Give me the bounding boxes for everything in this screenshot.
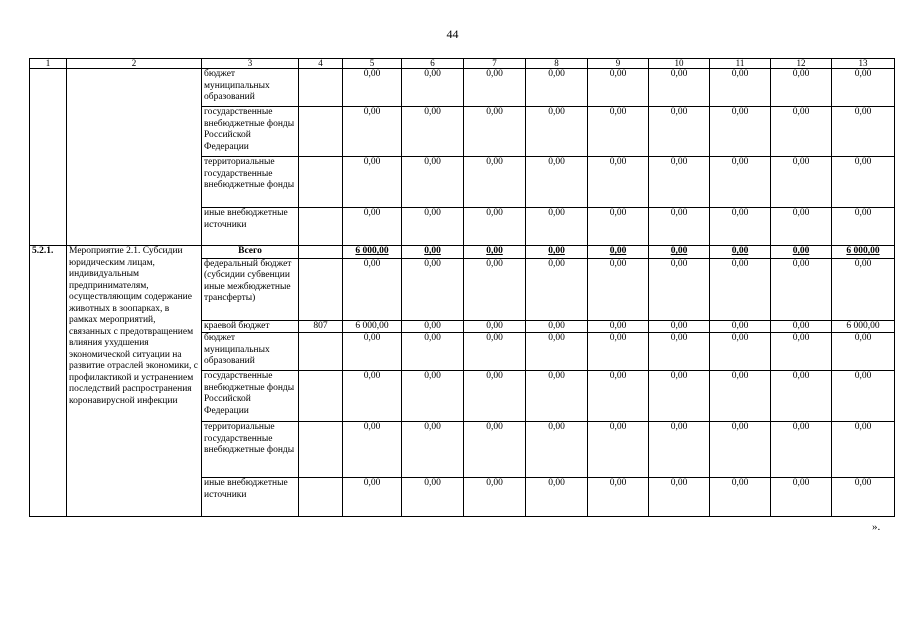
value-cell: 0,00 <box>588 371 649 422</box>
funding-source: бюджет муниципальных образований <box>202 333 299 371</box>
value-cell: 0,00 <box>710 69 771 107</box>
value-cell: 0,00 <box>649 107 710 157</box>
funding-source: бюджет муниципальных образований <box>202 69 299 107</box>
value-cell: 0,00 <box>832 478 895 517</box>
value-cell: 0,00 <box>402 333 464 371</box>
code-cell <box>299 107 343 157</box>
value-cell: 0,00 <box>402 69 464 107</box>
value-cell: 0,00 <box>832 422 895 478</box>
value-cell: 0,00 <box>588 478 649 517</box>
value-cell: 0,00 <box>343 478 402 517</box>
value-cell: 0,00 <box>771 208 832 246</box>
funding-source: иные внебюджетные источники <box>202 478 299 517</box>
funding-source: территориальные государственные внебюджетные фонды <box>202 422 299 478</box>
page-number: 44 <box>446 27 459 41</box>
column-header: 6 <box>402 59 464 69</box>
value-cell: 0,00 <box>649 69 710 107</box>
code-cell <box>299 69 343 107</box>
code-cell <box>299 258 343 320</box>
value-cell: 0,00 <box>402 371 464 422</box>
value-cell: 0,00 <box>526 422 588 478</box>
value-cell: 0,00 <box>464 333 526 371</box>
value-cell: 0,00 <box>588 246 649 259</box>
column-header: 4 <box>299 59 343 69</box>
value-cell: 0,00 <box>464 320 526 333</box>
value-cell: 0,00 <box>710 333 771 371</box>
value-cell: 0,00 <box>771 320 832 333</box>
funding-source: краевой бюджет <box>202 320 299 333</box>
value-cell: 0,00 <box>464 69 526 107</box>
value-cell: 0,00 <box>526 333 588 371</box>
value-cell: 0,00 <box>832 69 895 107</box>
value-cell: 0,00 <box>710 320 771 333</box>
column-header: 13 <box>832 59 895 69</box>
value-cell: 0,00 <box>649 246 710 259</box>
value-cell: 0,00 <box>526 478 588 517</box>
budget-table <box>29 58 895 517</box>
value-cell: 0,00 <box>771 422 832 478</box>
code-cell <box>299 246 343 259</box>
value-cell: 0,00 <box>402 208 464 246</box>
column-number-row <box>30 59 895 69</box>
value-cell: 0,00 <box>710 208 771 246</box>
value-cell: 6 000,00 <box>832 246 895 259</box>
value-cell: 0,00 <box>771 333 832 371</box>
value-cell: 0,00 <box>402 422 464 478</box>
code-cell: 807 <box>299 320 343 333</box>
value-cell: 0,00 <box>710 157 771 208</box>
funding-source: государственные внебюджетные фонды Российской Федерации <box>202 107 299 157</box>
code-cell <box>299 333 343 371</box>
value-cell: 0,00 <box>464 246 526 259</box>
value-cell: 0,00 <box>526 320 588 333</box>
value-cell: 0,00 <box>588 107 649 157</box>
column-header: 1 <box>30 59 67 69</box>
funding-source: Всего <box>202 246 299 259</box>
column-header: 7 <box>464 59 526 69</box>
value-cell: 0,00 <box>526 69 588 107</box>
value-cell: 0,00 <box>588 333 649 371</box>
value-cell: 0,00 <box>710 258 771 320</box>
value-cell: 0,00 <box>464 422 526 478</box>
code-cell <box>299 478 343 517</box>
column-header: 9 <box>588 59 649 69</box>
value-cell: 0,00 <box>402 478 464 517</box>
value-cell: 0,00 <box>526 157 588 208</box>
value-cell: 0,00 <box>402 258 464 320</box>
code-cell <box>299 208 343 246</box>
value-cell: 0,00 <box>832 107 895 157</box>
description-cell: Мероприятие 2.1. Субсидии юридическим лицам, индивидуальным предпринимателям, осуществляющим содержание животных в зоопарках, в рамках мероприятий, связанных с предотвращением влияния ухудшения экономической ситуации на развитие отраслей экономики, с профилактикой и устранением последствий распространения коронавирусной инфекции <box>67 246 202 517</box>
value-cell: 0,00 <box>343 371 402 422</box>
value-cell: 0,00 <box>649 320 710 333</box>
value-cell: 0,00 <box>649 157 710 208</box>
value-cell: 0,00 <box>649 258 710 320</box>
description-cell <box>67 69 202 246</box>
value-cell: 0,00 <box>402 246 464 259</box>
table-row <box>30 69 895 107</box>
value-cell: 0,00 <box>771 107 832 157</box>
value-cell: 0,00 <box>464 157 526 208</box>
column-header: 10 <box>649 59 710 69</box>
column-header: 2 <box>67 59 202 69</box>
value-cell: 0,00 <box>832 157 895 208</box>
value-cell: 0,00 <box>771 258 832 320</box>
value-cell: 0,00 <box>588 157 649 208</box>
value-cell: 0,00 <box>588 320 649 333</box>
code-cell <box>299 157 343 208</box>
value-cell: 0,00 <box>343 258 402 320</box>
value-cell: 0,00 <box>832 333 895 371</box>
value-cell: 0,00 <box>710 107 771 157</box>
funding-source: территориальные государственные внебюджетные фонды <box>202 157 299 208</box>
value-cell: 0,00 <box>588 258 649 320</box>
value-cell: 6 000,00 <box>343 246 402 259</box>
value-cell: 0,00 <box>526 107 588 157</box>
closing-quote-mark: ». <box>872 521 881 533</box>
value-cell: 0,00 <box>343 208 402 246</box>
row-number-cell: 5.2.1. <box>30 246 67 517</box>
value-cell: 0,00 <box>464 258 526 320</box>
value-cell: 0,00 <box>343 422 402 478</box>
value-cell: 0,00 <box>343 157 402 208</box>
value-cell: 6 000,00 <box>832 320 895 333</box>
value-cell: 0,00 <box>526 208 588 246</box>
value-cell: 0,00 <box>771 69 832 107</box>
value-cell: 0,00 <box>771 371 832 422</box>
value-cell: 0,00 <box>402 157 464 208</box>
value-cell: 0,00 <box>710 478 771 517</box>
value-cell: 0,00 <box>464 371 526 422</box>
column-header: 12 <box>771 59 832 69</box>
value-cell: 0,00 <box>710 371 771 422</box>
column-header: 11 <box>710 59 771 69</box>
code-cell <box>299 371 343 422</box>
value-cell: 0,00 <box>649 333 710 371</box>
value-cell: 0,00 <box>649 208 710 246</box>
column-header: 3 <box>202 59 299 69</box>
value-cell: 0,00 <box>588 69 649 107</box>
row-number-cell <box>30 69 67 246</box>
value-cell: 0,00 <box>343 107 402 157</box>
value-cell: 0,00 <box>771 246 832 259</box>
code-cell <box>299 422 343 478</box>
value-cell: 0,00 <box>710 246 771 259</box>
value-cell: 0,00 <box>588 422 649 478</box>
value-cell: 0,00 <box>343 69 402 107</box>
column-header: 8 <box>526 59 588 69</box>
value-cell: 0,00 <box>649 478 710 517</box>
value-cell: 0,00 <box>588 208 649 246</box>
funding-source: иные внебюджетные источники <box>202 208 299 246</box>
value-cell: 0,00 <box>832 208 895 246</box>
table-row-total <box>30 246 895 259</box>
funding-source: федеральный бюджет (субсидии субвенции иные межбюджетные трансферты) <box>202 258 299 320</box>
column-header: 5 <box>343 59 402 69</box>
value-cell: 0,00 <box>464 478 526 517</box>
value-cell: 0,00 <box>832 371 895 422</box>
value-cell: 0,00 <box>402 320 464 333</box>
value-cell: 0,00 <box>710 422 771 478</box>
value-cell: 0,00 <box>464 107 526 157</box>
value-cell: 0,00 <box>343 333 402 371</box>
value-cell: 0,00 <box>464 208 526 246</box>
value-cell: 0,00 <box>771 157 832 208</box>
value-cell: 0,00 <box>649 371 710 422</box>
funding-source: государственные внебюджетные фонды Российской Федерации <box>202 371 299 422</box>
value-cell: 0,00 <box>526 258 588 320</box>
value-cell: 0,00 <box>526 246 588 259</box>
value-cell: 0,00 <box>526 371 588 422</box>
value-cell: 6 000,00 <box>343 320 402 333</box>
value-cell: 0,00 <box>832 258 895 320</box>
value-cell: 0,00 <box>402 107 464 157</box>
value-cell: 0,00 <box>649 422 710 478</box>
value-cell: 0,00 <box>771 478 832 517</box>
